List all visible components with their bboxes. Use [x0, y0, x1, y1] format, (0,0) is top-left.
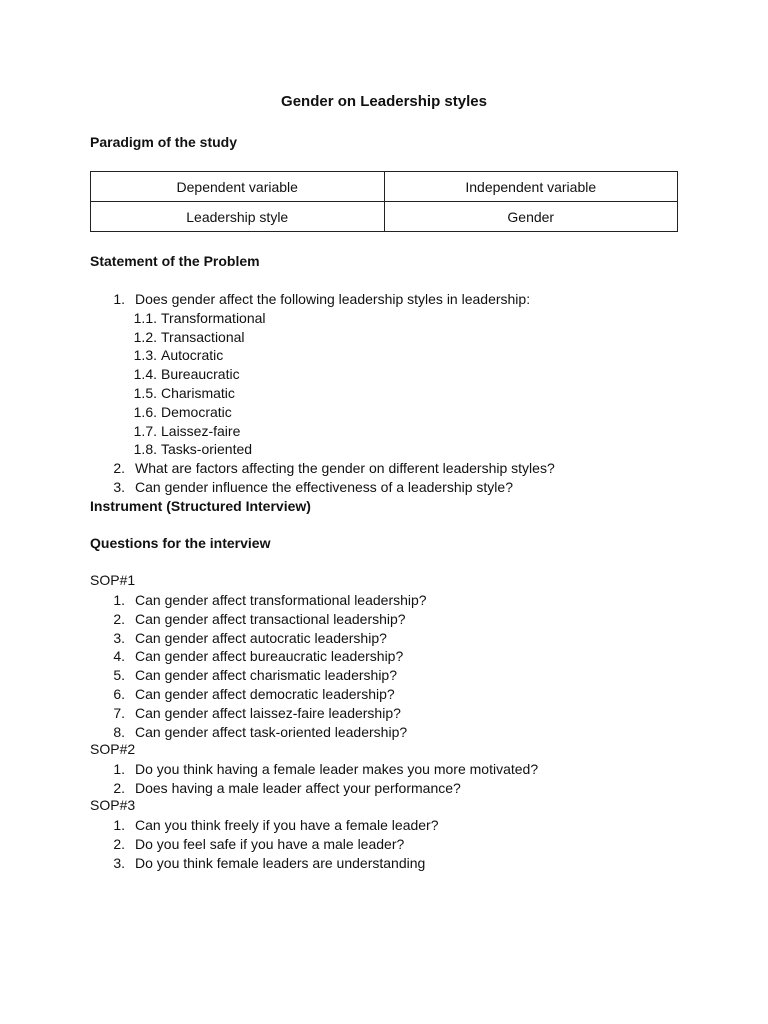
- sop2-list: [0, 760, 538, 798]
- list-item: 1.2. Transactional: [133, 328, 245, 345]
- list-item: 1.1. Transformational: [133, 309, 266, 326]
- list-item: 1. Do you think having a female leader makes you more motivated?: [113, 761, 539, 777]
- table-cell: Dependent variable: [91, 172, 385, 202]
- list-item: 3. Can gender influence the effectiveness of a leadership style?: [113, 478, 513, 495]
- list-item: 5. Can gender affect charismatic leadership?: [113, 667, 398, 684]
- list-item: 3. Can gender affect autocratic leadership?: [113, 629, 387, 646]
- list-item: 8. Can gender affect task-oriented leadership?: [113, 723, 408, 740]
- list-item: 1.3. Autocratic: [133, 347, 224, 364]
- sop3-label: SOP#3: [90, 797, 136, 813]
- sop1-list: [0, 591, 427, 741]
- table-row: [91, 172, 678, 202]
- questions-heading: Questions for the interview: [90, 535, 271, 551]
- sop3-list: [0, 816, 439, 872]
- list-item: 4. Can gender affect bureaucratic leadership?: [113, 648, 404, 665]
- list-item: 2. What are factors affecting the gender on different leadership styles?: [113, 460, 555, 477]
- list-item: 1. Does gender affect the following leadership styles in leadership:: [113, 291, 531, 307]
- list-item: 1.7. Laissez-faire: [133, 422, 241, 439]
- table-row: [91, 202, 678, 232]
- list-item: 3. Do you think female leaders are understanding: [113, 854, 426, 871]
- list-item: 7. Can gender affect laissez-faire leadership?: [113, 704, 401, 721]
- table-cell: Gender: [384, 202, 678, 232]
- list-item: 2. Do you feel safe if you have a male leader?: [113, 835, 405, 852]
- list-item: 1.5. Charismatic: [133, 384, 235, 401]
- table-cell: Independent variable: [384, 172, 678, 202]
- sop1-label: SOP#1: [90, 572, 136, 588]
- list-item: 1.8. Tasks-oriented: [133, 441, 253, 458]
- problem-heading: Statement of the Problem: [90, 253, 260, 269]
- paradigm-table: [90, 171, 678, 232]
- document-title: Gender on Leadership styles: [281, 93, 487, 110]
- list-item: 1.4. Bureaucratic: [133, 366, 240, 383]
- paradigm-heading: Paradigm of the study: [90, 134, 238, 150]
- list-item: 6. Can gender affect democratic leadership?: [113, 685, 395, 702]
- sop2-label: SOP#2: [90, 741, 136, 757]
- problem-list: [0, 290, 555, 497]
- table-cell: Leadership style: [91, 202, 385, 232]
- instrument-heading: Instrument (Structured Interview): [90, 498, 311, 514]
- list-item: 1.6. Democratic: [133, 403, 232, 420]
- list-item: 2. Can gender affect transactional leadership?: [113, 610, 406, 627]
- list-item: 1. Can gender affect transformational leadership?: [113, 592, 427, 608]
- list-item: 1. Can you think freely if you have a female leader?: [113, 817, 439, 833]
- list-item: 2. Does having a male leader affect your performance?: [113, 779, 461, 796]
